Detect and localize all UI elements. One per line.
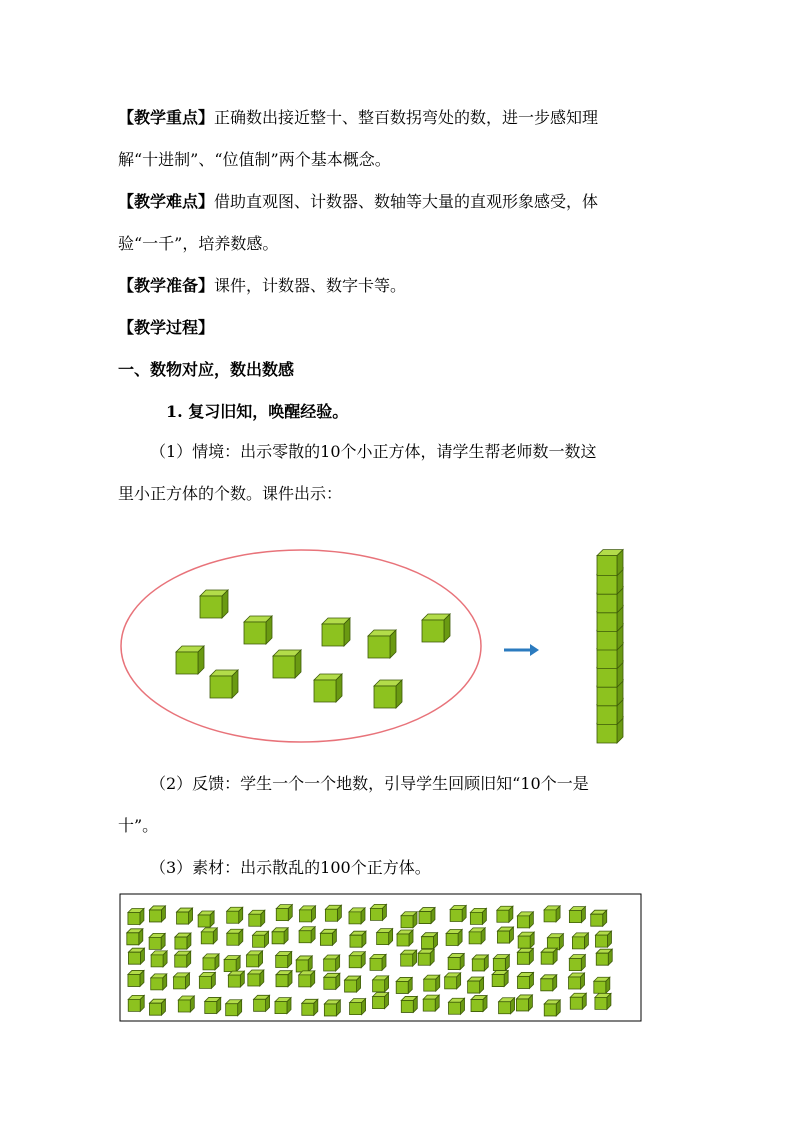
cube-20 [591,910,607,926]
cube-34 [446,930,462,946]
cube-58 [541,948,557,964]
cube-22 [149,933,165,949]
cube-100 [595,993,611,1009]
cube-62 [151,974,167,990]
item3-line: （3）素材：出示散乱的100个正方体。 [150,858,431,877]
cube-86 [254,995,270,1011]
cube-89 [324,1000,340,1016]
key-points-label: 【教学重点】 [118,108,215,127]
cube-84 [205,997,221,1013]
cube-52 [401,950,417,966]
cube-43 [175,951,191,967]
cube-79 [569,973,585,989]
cube-17 [517,912,533,928]
cube-23 [175,933,191,949]
cube-3 [177,908,193,924]
cube-63 [174,973,190,989]
cube-6 [249,910,265,926]
difficulties-text: 借助直观图、计数器、数轴等大量的直观形象感受，体 [214,192,599,211]
ten-cube-stack [597,550,623,743]
cube-35 [469,928,485,944]
part1-heading: 一、数物对应，数出数感 [118,360,295,379]
cube-56 [493,955,509,971]
cube-33 [422,933,438,949]
cube-41 [128,948,144,964]
grouping-ellipse [121,550,481,742]
item2-line1: （2）反馈：学生一个一个地数，引导学生回顾旧知“10个一是 [150,774,589,793]
cube-55 [472,955,488,971]
cube-54 [448,954,464,970]
cube-81 [128,995,144,1011]
item1-line1: （1）情境：出示零散的10个小正方体，请学生帮老师数一数这 [150,442,597,461]
cube-78 [541,975,557,991]
figure-scattered-to-stack [118,548,638,748]
cube-73 [424,975,440,991]
cube-61 [128,970,144,986]
item2-line2: 十”。 [118,816,159,835]
cube-32 [397,930,413,946]
cube-11 [370,904,386,920]
cube-76 [492,971,508,987]
cube-70 [345,976,361,992]
cube-77 [517,972,533,988]
cube-51 [370,954,386,970]
key-points-text: 正确数出接近整十、整百数拐弯处的数，进一步感知理 [214,108,599,127]
cube-16 [497,906,513,922]
cube-46 [247,951,263,967]
cube-49 [324,955,340,971]
key-points-line2: 解“十进制”、“位值制”两个基本概念。 [118,150,391,169]
cube-82 [149,999,165,1015]
cube-13 [419,908,435,924]
cube-83 [178,996,194,1012]
stack-cube-10 [597,550,623,576]
scattered-cube-6 [176,646,204,674]
item1-line2: 里小正方体的个数。课件出示： [118,484,343,503]
cube-30 [350,931,366,947]
difficulties-line1 [118,190,598,214]
process-heading: 【教学过程】 [118,318,215,337]
cube-45 [224,956,240,972]
scattered-cube-5 [422,614,450,642]
difficulties-label: 【教学难点】 [118,192,215,211]
cube-42 [151,951,167,967]
cube-18 [544,906,560,922]
cube-99 [570,993,586,1009]
scattered-cube-9 [314,674,342,702]
key-points-line1 [118,106,598,130]
cube-8 [299,906,315,922]
cube-72 [396,977,412,993]
figure-hundred-cubes [118,892,644,1024]
cube-12 [401,912,417,928]
cube-2 [149,906,165,922]
cube-26 [253,931,269,947]
cube-96 [499,998,515,1014]
scattered-cubes [176,590,450,708]
cube-57 [517,948,533,964]
cube-5 [227,907,243,923]
cube-90 [350,999,366,1015]
cube-91 [373,993,389,1009]
cube-60 [596,949,612,965]
cube-68 [299,971,315,987]
preparation-line [118,274,406,298]
cube-50 [349,952,365,968]
scattered-cube-3 [322,618,350,646]
scattered-cube-8 [210,670,238,698]
cube-93 [423,995,439,1011]
cube-53 [418,949,434,965]
cube-37 [518,932,534,948]
scattered-cube-10 [374,680,402,708]
cube-64 [199,972,215,988]
cube-44 [203,954,219,970]
difficulties-line2: 验“一千”，培养数感。 [118,234,279,253]
cube-92 [401,996,417,1012]
cube-98 [544,1000,560,1016]
cube-67 [276,971,292,987]
cube-95 [471,996,487,1012]
cube-25 [227,929,243,945]
scattered-cube-4 [368,630,396,658]
cube-29 [320,929,336,945]
cube-21 [127,929,143,945]
cube-9 [325,905,341,921]
scattered-cube-1 [200,590,228,618]
cube-24 [201,928,217,944]
cube-4 [198,911,214,927]
cube-14 [450,906,466,922]
cube-69 [324,973,340,989]
cube-39 [572,933,588,949]
cube-40 [595,931,611,947]
cube-87 [275,998,291,1014]
cube-66 [248,970,264,986]
cube-10 [349,908,365,924]
cube-19 [569,907,585,923]
cube-59 [569,955,585,971]
scattered-cube-2 [244,616,272,644]
cube-48 [296,956,312,972]
cube-85 [226,1000,242,1016]
preparation-label: 【教学准备】 [118,276,215,295]
cube-65 [228,971,244,987]
cube-27 [272,928,288,944]
cube-38 [547,934,563,950]
cube-31 [377,929,393,945]
cube-88 [302,999,318,1015]
right-arrow [504,644,539,656]
cube-75 [468,977,484,993]
cube-28 [299,927,315,943]
cube-15 [470,908,486,924]
step1-heading: 1. 复习旧知，唤醒经验。 [166,402,349,421]
cube-36 [497,927,513,943]
cube-47 [276,952,292,968]
cube-97 [516,995,532,1011]
cube-1 [128,908,144,924]
cube-71 [373,976,389,992]
cube-94 [449,998,465,1014]
cube-74 [445,973,461,989]
cube-7 [276,905,292,921]
cube-80 [594,977,610,993]
preparation-text: 课件，计数器、数字卡等。 [214,276,407,295]
scattered-cube-7 [273,650,301,678]
